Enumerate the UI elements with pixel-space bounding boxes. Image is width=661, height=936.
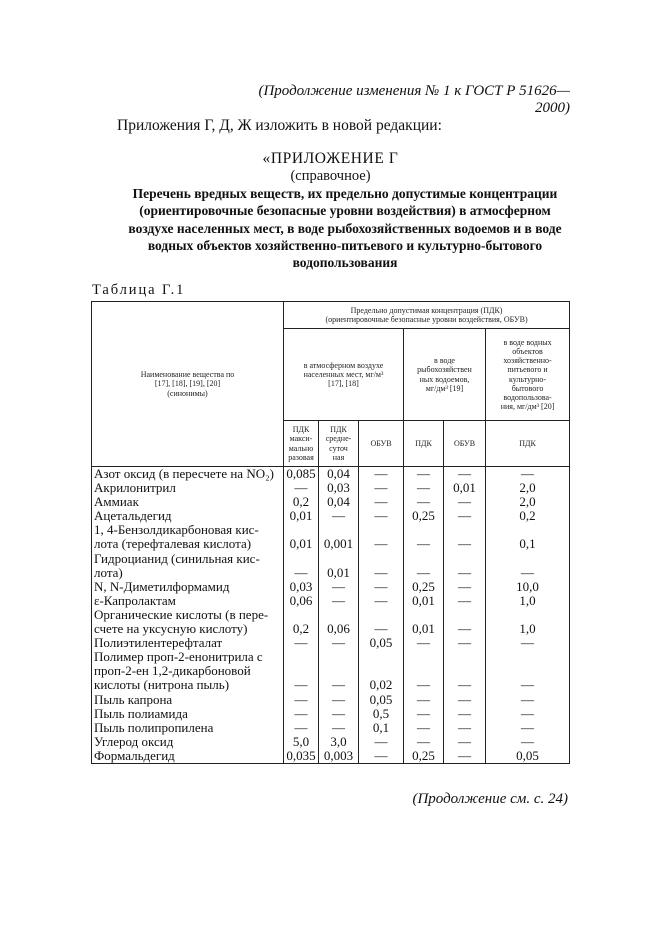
value-cell: 0,001	[319, 537, 359, 551]
value-cell: —	[319, 678, 359, 692]
header-atmospheric-air	[284, 329, 404, 421]
header-text: разовая	[288, 452, 314, 462]
value-cell: —	[319, 580, 359, 594]
value-cell	[404, 523, 444, 537]
value-cell: —	[404, 721, 444, 735]
value-cell: 0,25	[404, 749, 444, 764]
value-cell	[319, 650, 359, 664]
value-cell: —	[404, 495, 444, 509]
concentration-table	[91, 301, 570, 764]
value-cell: —	[444, 467, 486, 482]
value-cell: 0,01	[444, 481, 486, 495]
table-row	[92, 580, 570, 594]
substance-name-cell: Органические кислоты (в пере-	[92, 608, 284, 622]
header-text: в воде	[434, 356, 455, 366]
value-cell: 0,25	[404, 580, 444, 594]
value-cell	[319, 664, 359, 678]
substance-name-cell: Формальдегид	[92, 749, 284, 764]
value-cell: 0,03	[319, 481, 359, 495]
value-cell	[359, 664, 404, 678]
substance-name-cell: Пыль полипропилена	[92, 721, 284, 735]
heading-line: водных объектов хозяйственно-питьевого и культурно-бытового	[147, 237, 543, 253]
heading-line: воздухе населенных мест, в воде рыбохозяйственных водоемов и в воде	[128, 220, 562, 236]
table-row	[92, 707, 570, 721]
value-cell: 0,01	[284, 537, 319, 551]
header-text: населенных мест, мг/м³	[303, 369, 384, 379]
header-air-daily-average	[319, 421, 359, 467]
continuation-note-bottom: (Продолжение см. с. 24)	[412, 791, 568, 807]
value-cell	[486, 523, 570, 537]
value-cell: —	[486, 678, 570, 692]
value-cell: 0,02	[359, 678, 404, 692]
substance-name-cell: Пыль капрона	[92, 693, 284, 707]
header-air-max-single	[284, 421, 319, 467]
value-cell: —	[359, 481, 404, 495]
substance-name-cell: Пыль полиамида	[92, 707, 284, 721]
substance-name-cell: лота (терефталевая кислота)	[92, 537, 284, 551]
value-cell: —	[486, 707, 570, 721]
value-cell	[359, 523, 404, 537]
table-row-continuation	[92, 523, 570, 537]
header-text: рыбохозяйствен	[417, 365, 472, 375]
value-cell: 1,0	[486, 622, 570, 636]
value-cell	[486, 650, 570, 664]
value-cell	[284, 552, 319, 566]
header-text: ния, мг/дм³ [20]	[500, 402, 555, 412]
value-cell: —	[404, 481, 444, 495]
header-text: суточ	[329, 443, 348, 453]
header-text: объектов	[512, 346, 543, 356]
value-cell	[404, 664, 444, 678]
heading-line: водопользования	[292, 255, 398, 271]
value-cell: 0,05	[486, 749, 570, 764]
value-cell: —	[444, 749, 486, 764]
value-cell: —	[319, 693, 359, 707]
appendix-title: «ПРИЛОЖЕНИЕ Г	[262, 150, 399, 167]
table-row	[92, 509, 570, 523]
value-cell: —	[284, 693, 319, 707]
value-cell: 10,0	[486, 580, 570, 594]
value-cell: —	[319, 636, 359, 650]
header-drink-pdk: ПДК	[486, 421, 570, 467]
value-cell: —	[444, 566, 486, 580]
header-text: питьевого и	[507, 365, 548, 375]
value-cell	[319, 552, 359, 566]
header-text: [17], [18], [19], [20]	[154, 379, 221, 389]
value-cell	[486, 664, 570, 678]
substance-name-cell: Полиэтилентерефталат	[92, 636, 284, 650]
value-cell	[359, 608, 404, 622]
value-cell: —	[486, 467, 570, 482]
header-fish-pdk: ПДК	[404, 421, 444, 467]
header-text: бытового	[511, 383, 544, 393]
value-cell	[359, 552, 404, 566]
value-cell: 2,0	[486, 481, 570, 495]
header-text: (синонимы)	[167, 388, 208, 398]
substance-name-cell: Гидроцианид (синильная кис-	[92, 552, 284, 566]
value-cell: 0,1	[359, 721, 404, 735]
value-cell: 0,2	[486, 509, 570, 523]
substance-name-cell: ε-Капролактам	[92, 594, 284, 608]
heading-line: Перечень вредных веществ, их предельно допустимые концентрации	[132, 186, 558, 201]
value-cell	[319, 523, 359, 537]
header-text: мг/дм³ [19]	[425, 383, 464, 393]
value-cell: 0,06	[319, 622, 359, 636]
substance-name-cell: N, N-Диметилформамид	[92, 580, 284, 594]
value-cell: —	[444, 580, 486, 594]
value-cell	[359, 650, 404, 664]
header-pdk-group	[284, 302, 570, 329]
value-cell	[444, 608, 486, 622]
table-row	[92, 749, 570, 764]
substance-name-cell: счете на уксусную кислоту)	[92, 622, 284, 636]
value-cell	[486, 608, 570, 622]
value-cell: —	[444, 495, 486, 509]
table-row	[92, 622, 570, 636]
value-cell: 0,003	[319, 749, 359, 764]
value-cell: —	[359, 566, 404, 580]
value-cell: 1,0	[486, 594, 570, 608]
value-cell: —	[444, 537, 486, 551]
value-cell: —	[284, 636, 319, 650]
value-cell: —	[404, 566, 444, 580]
value-cell: —	[319, 707, 359, 721]
value-cell: 0,01	[404, 594, 444, 608]
header-text: водопользова-	[503, 392, 552, 402]
value-cell: 0,085	[284, 467, 319, 482]
value-cell: —	[359, 594, 404, 608]
value-cell	[284, 523, 319, 537]
value-cell: —	[359, 749, 404, 764]
value-cell: 0,2	[284, 622, 319, 636]
value-cell: —	[359, 580, 404, 594]
value-cell: —	[319, 594, 359, 608]
header-text: ных водоемов,	[419, 374, 470, 384]
value-cell: —	[404, 636, 444, 650]
table-header	[92, 302, 570, 467]
value-cell: 0,25	[404, 509, 444, 523]
table-row	[92, 693, 570, 707]
value-cell: —	[444, 707, 486, 721]
header-text: в атмосферном воздухе	[303, 360, 384, 370]
value-cell: —	[444, 636, 486, 650]
table-row	[92, 735, 570, 749]
value-cell: —	[359, 735, 404, 749]
header-substance-name	[92, 302, 284, 467]
value-cell: —	[404, 735, 444, 749]
value-cell: —	[486, 693, 570, 707]
value-cell: —	[359, 537, 404, 551]
value-cell: 0,05	[359, 693, 404, 707]
table-row-continuation	[92, 552, 570, 566]
header-fish-obuv: ОБУВ	[444, 421, 486, 467]
value-cell: —	[444, 735, 486, 749]
substance-name-cell: проп-2-ен 1,2-дикарбоновой	[92, 664, 284, 678]
header-text: [17], [18]	[328, 379, 359, 389]
header-text: ПДК	[292, 425, 310, 435]
header-text: макси-	[289, 434, 313, 444]
substance-name-cell: 1, 4-Бензолдикарбоновая кис-	[92, 523, 284, 537]
header-air-obuv: ОБУВ	[359, 421, 404, 467]
value-cell	[444, 664, 486, 678]
table-body	[92, 467, 570, 764]
table-row	[92, 721, 570, 735]
table-row	[92, 495, 570, 509]
header-text: мально	[288, 443, 314, 453]
value-cell: —	[486, 721, 570, 735]
table-label: Таблица Г.1	[92, 282, 186, 298]
value-cell	[444, 552, 486, 566]
header-drinking-water	[486, 329, 570, 421]
table-row-continuation	[92, 650, 570, 664]
value-cell: —	[284, 707, 319, 721]
header-text: Предельно допустимая концентрация (ПДК)	[350, 305, 503, 315]
value-cell: —	[444, 622, 486, 636]
value-cell: —	[486, 566, 570, 580]
substance-name-cell: Азот оксид (в пересчете на NO₂)	[92, 467, 284, 482]
value-cell: —	[359, 467, 404, 482]
header-fishery-water	[404, 329, 486, 421]
value-cell: 0,2	[284, 495, 319, 509]
header-text: (ориентировочные безопасные уровни воздействия, ОБУВ)	[325, 315, 528, 324]
header-text: ная	[332, 452, 345, 462]
value-cell: 5,0	[284, 735, 319, 749]
table-row-continuation	[92, 664, 570, 678]
table-row	[92, 481, 570, 495]
continuation-note-top: (Продолжение изменения № 1 к ГОСТ Р 51626—2000)	[258, 83, 570, 116]
value-cell	[284, 608, 319, 622]
substance-name-cell: Акрилонитрил	[92, 481, 284, 495]
substance-name-cell: кислоты (нитрона пыль)	[92, 678, 284, 692]
value-cell: 0,01	[284, 509, 319, 523]
value-cell	[319, 608, 359, 622]
substance-name-cell: Ацетальдегид	[92, 509, 284, 523]
value-cell: —	[404, 678, 444, 692]
value-cell: —	[319, 509, 359, 523]
value-cell: 2,0	[486, 495, 570, 509]
value-cell: —	[486, 636, 570, 650]
header-text: культурно-	[508, 374, 547, 384]
value-cell: —	[284, 678, 319, 692]
value-cell: 0,05	[359, 636, 404, 650]
value-cell: —	[486, 735, 570, 749]
value-cell: —	[284, 481, 319, 495]
value-cell	[284, 650, 319, 664]
substance-name-cell: Полимер проп-2-енонитрила с	[92, 650, 284, 664]
value-cell: —	[444, 509, 486, 523]
value-cell: —	[404, 707, 444, 721]
value-cell: —	[359, 509, 404, 523]
header-text: в воде водных	[503, 337, 552, 347]
table-row	[92, 594, 570, 608]
value-cell: 0,06	[284, 594, 319, 608]
value-cell: 0,1	[486, 537, 570, 551]
value-cell	[486, 552, 570, 566]
value-cell: —	[404, 467, 444, 482]
document-heading	[95, 185, 595, 271]
value-cell: 0,04	[319, 495, 359, 509]
value-cell	[404, 552, 444, 566]
value-cell	[404, 650, 444, 664]
value-cell: 0,01	[404, 622, 444, 636]
value-cell: —	[284, 566, 319, 580]
value-cell: —	[319, 721, 359, 735]
heading-line: (ориентировочные безопасные уровни воздействия) в атмосферном	[139, 203, 551, 219]
value-cell: —	[284, 721, 319, 735]
table-row	[92, 678, 570, 692]
substance-name-cell: Аммиак	[92, 495, 284, 509]
intro-text: Приложения Г, Д, Ж изложить в новой редакции:	[117, 117, 442, 134]
value-cell: —	[444, 678, 486, 692]
appendix-subtitle: (справочное)	[290, 168, 371, 184]
value-cell: —	[404, 693, 444, 707]
value-cell	[444, 650, 486, 664]
value-cell: —	[444, 693, 486, 707]
value-cell: 0,01	[319, 566, 359, 580]
header-text: Наименование вещества по	[140, 370, 235, 380]
value-cell: 3,0	[319, 735, 359, 749]
table-row	[92, 537, 570, 551]
header-text: ПДК	[330, 425, 347, 435]
value-cell: —	[359, 622, 404, 636]
substance-name-cell: Углерод оксид	[92, 735, 284, 749]
table-row	[92, 636, 570, 650]
value-cell: 0,035	[284, 749, 319, 764]
header-text: средне-	[325, 434, 352, 444]
substance-name-cell: лота)	[92, 566, 284, 580]
table-row-continuation	[92, 608, 570, 622]
value-cell	[404, 608, 444, 622]
value-cell	[284, 664, 319, 678]
value-cell: —	[444, 594, 486, 608]
value-cell: —	[359, 495, 404, 509]
value-cell: 0,5	[359, 707, 404, 721]
table-row	[92, 566, 570, 580]
header-text: хозяйственно-	[503, 356, 552, 366]
value-cell: —	[404, 537, 444, 551]
value-cell: 0,03	[284, 580, 319, 594]
table-row	[92, 467, 570, 482]
value-cell	[444, 523, 486, 537]
value-cell: —	[444, 721, 486, 735]
value-cell: 0,04	[319, 467, 359, 482]
